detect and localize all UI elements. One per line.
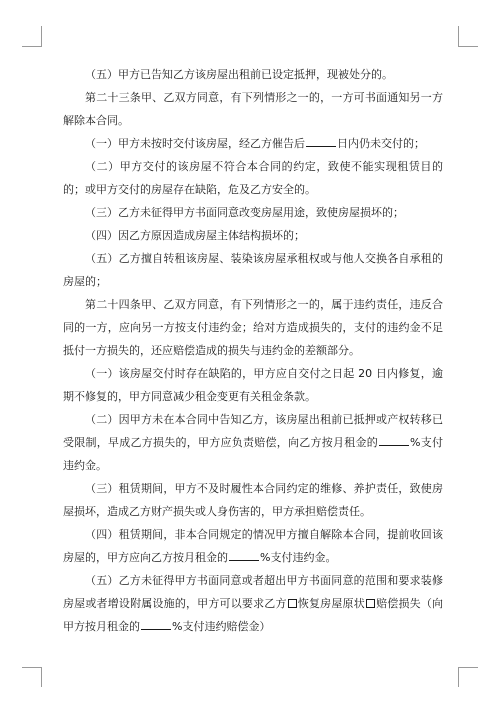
paragraph-text: 第二十四条甲、乙双方同意，有下列情形之一的，属于违约责任，违反合同的一方，应向另一方按支付违约金；给对方造成损失的，支付的违约金不足抵付一方损失的，还应赔偿造成的损失与违约金的差额部分。 bbox=[63, 298, 443, 357]
checkbox-icon[interactable] bbox=[288, 599, 297, 608]
paragraph-text: （五）甲方已告知乙方该房屋出租前已设定抵押，现被处分的。 bbox=[85, 68, 393, 81]
crop-mark-top-right-h bbox=[458, 46, 478, 47]
paragraph-text: （四）租赁期间，非本合同规定的情况甲方擅自解除本合同，提前收回该房屋的，甲方应向乙方按月租金的 bbox=[63, 528, 443, 564]
paragraph-art23-3 bbox=[63, 201, 443, 224]
paragraph-text: %支付违约赔偿金） bbox=[172, 620, 271, 633]
paragraph-text: %支付违约金。 bbox=[260, 551, 337, 564]
paragraph-text: （一）甲方未按时交付该房屋，经乙方催告后 bbox=[85, 137, 305, 150]
paragraph-text: %支付违约金。 bbox=[63, 436, 444, 472]
paragraph-text: （一）该房屋交付时存在缺陷的，甲方应自交付之日起 20 日内修复，逾期不修复的，甲方同意减少租金变更有关租金条款。 bbox=[63, 367, 443, 403]
paragraph-text: 赔偿损失（向甲方按月租金的 bbox=[63, 597, 444, 633]
crop-mark-top-left-h bbox=[22, 46, 42, 47]
paragraph-text: （五）乙方擅自转租该房屋、装染该房屋承租权或与他人交换各自承租的房屋的； bbox=[63, 252, 443, 288]
paragraph-p5-disclosed bbox=[63, 63, 443, 86]
paragraph-text: （二）因甲方未在本合同中告知乙方，该房屋出租前已抵押或产权转移已受限制，早成乙方损失的，甲方应负责赔偿，向乙方按月租金的 bbox=[63, 413, 443, 449]
paragraph-art24-1 bbox=[63, 362, 443, 408]
paragraph-art24-2 bbox=[63, 408, 443, 477]
paragraph-art24-3 bbox=[63, 477, 443, 523]
crop-mark-top-left-v bbox=[41, 26, 42, 46]
checkbox-icon[interactable] bbox=[366, 599, 375, 608]
paragraph-text: （三）乙方未征得甲方书面同意改变房屋用途，致使房屋损坏的； bbox=[85, 206, 404, 219]
crop-mark-bottom-left-h bbox=[22, 667, 42, 668]
document-body bbox=[63, 63, 443, 638]
paragraph-text: 恢复房屋原状 bbox=[297, 597, 365, 610]
paragraph-art24-4 bbox=[63, 523, 443, 569]
fill-in-blank[interactable] bbox=[141, 617, 171, 630]
paragraph-art23-1 bbox=[63, 132, 443, 155]
paragraph-text: （五）乙方未征得甲方书面同意或者超出甲方书面同意的范围和要求装修房屋或者增设附属设施的，甲方可以要求乙方 bbox=[63, 574, 443, 610]
fill-in-blank[interactable] bbox=[306, 134, 336, 147]
paragraph-text: （三）租赁期间，甲方不及时履性本合同约定的维修、养护责任，致使房屋损坏，造成乙方财产损失或人身伤害的，甲方承担赔偿责任。 bbox=[63, 482, 443, 518]
paragraph-text: （二）甲方交付的该房屋不符合本合同的约定，致使不能实现租赁目的的；或甲方交付的房屋存在缺陷，危及乙方安全的。 bbox=[63, 160, 443, 196]
paragraph-art23-4 bbox=[63, 224, 443, 247]
paragraph-art23-2 bbox=[63, 155, 443, 201]
fill-in-blank[interactable] bbox=[229, 548, 259, 561]
fill-in-blank[interactable] bbox=[379, 433, 409, 446]
paragraph-text: 第二十三条甲、乙双方同意，有下列情形之一的，一方可书面通知另一方解除本合同。 bbox=[63, 91, 443, 127]
crop-mark-bottom-right-h bbox=[458, 667, 478, 668]
paragraph-art24 bbox=[63, 293, 443, 362]
crop-mark-top-right-v bbox=[458, 26, 459, 46]
paragraph-art23 bbox=[63, 86, 443, 132]
paragraph-text: （四）因乙方原因造成房屋主体结构损坏的； bbox=[85, 229, 305, 242]
paragraph-text: 日内仍未交付的； bbox=[337, 137, 425, 150]
paragraph-art23-5 bbox=[63, 247, 443, 293]
crop-mark-bottom-left-v bbox=[41, 667, 42, 687]
crop-mark-bottom-right-v bbox=[458, 667, 459, 687]
paragraph-art24-5 bbox=[63, 569, 443, 638]
